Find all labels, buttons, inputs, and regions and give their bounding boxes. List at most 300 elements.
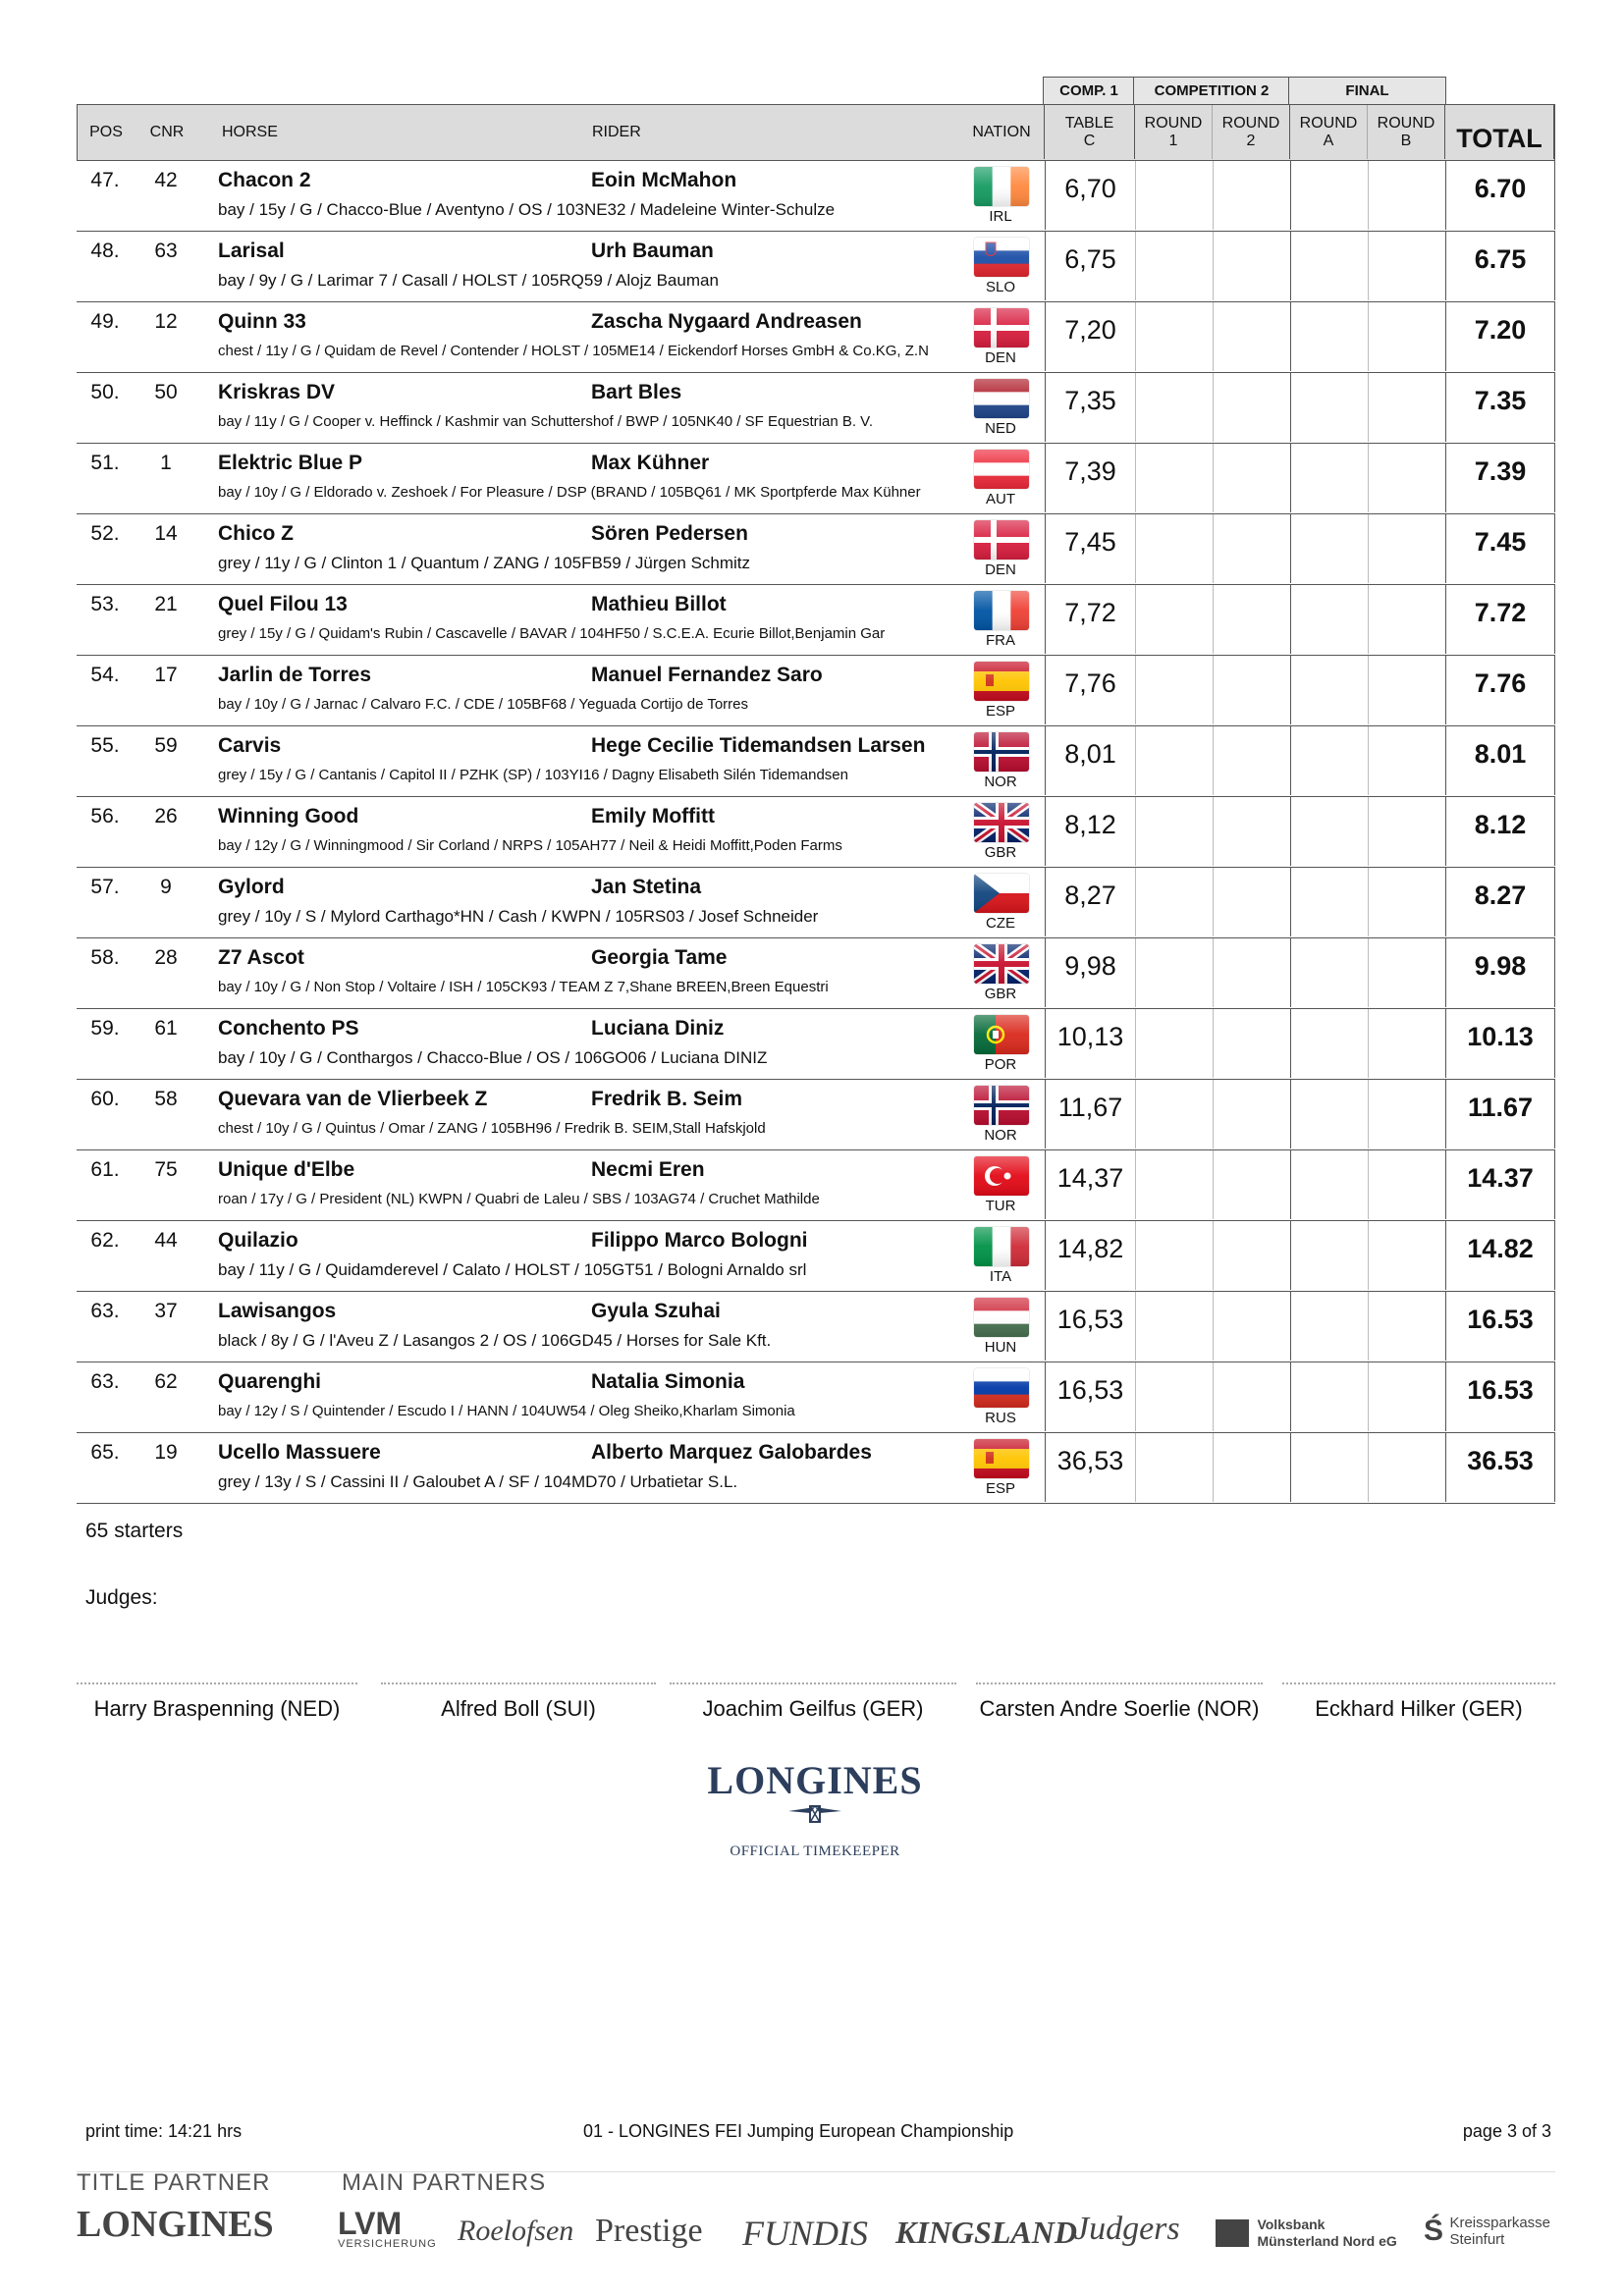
row-round1 bbox=[1135, 585, 1213, 654]
row-nation-code: TUR bbox=[985, 1198, 1016, 1214]
hun-flag-icon bbox=[974, 1298, 1029, 1337]
row-total: 7.76 bbox=[1445, 656, 1555, 724]
row-horse-info: grey / 15y / G / Cantanis / Capitol II / PZHK (SP) / 103YI16 / Dagny Elisabeth Silén Tidemandsen bbox=[218, 767, 848, 783]
row-nation bbox=[956, 1221, 1045, 1290]
row-round-b bbox=[1368, 585, 1445, 654]
row-round2 bbox=[1213, 444, 1290, 512]
lvm-wordmark: LVM bbox=[338, 2206, 403, 2241]
aut-flag-icon bbox=[974, 450, 1029, 489]
row-rider: Fredrik B. Seim bbox=[591, 1088, 743, 1110]
row-rider: Luciana Diniz bbox=[591, 1017, 725, 1040]
rus-flag-icon bbox=[974, 1368, 1029, 1408]
row-pos: 59. bbox=[90, 1017, 120, 1040]
row-nation bbox=[956, 514, 1045, 583]
row-rider: Max Kühner bbox=[591, 452, 710, 474]
sponsor-fundis: FUNDIS bbox=[742, 2214, 868, 2253]
row-round1 bbox=[1135, 232, 1213, 300]
col-round-a-line2: A bbox=[1323, 132, 1334, 149]
row-table-c: 8,01 bbox=[1045, 726, 1135, 795]
row-rider: Jan Stetina bbox=[591, 876, 702, 898]
page-number: page 3 of 3 bbox=[1462, 2121, 1551, 2141]
table-row bbox=[77, 161, 1555, 232]
row-round1 bbox=[1135, 1221, 1213, 1290]
row-round-a bbox=[1290, 1221, 1368, 1290]
row-round2 bbox=[1213, 585, 1290, 654]
table-row bbox=[77, 585, 1555, 656]
col-round-b-line2: B bbox=[1400, 132, 1412, 149]
row-horse-info: grey / 15y / G / Quidam's Rubin / Cascavelle / BAVAR / 104HF50 / S.C.E.A. Ecurie Billot,Benjamin Gar bbox=[218, 625, 886, 642]
row-nation-code: ITA bbox=[989, 1268, 1012, 1285]
row-nation-code: DEN bbox=[985, 561, 1016, 578]
table-row bbox=[77, 1433, 1555, 1504]
row-rider: Zascha Nygaard Andreasen bbox=[591, 310, 862, 333]
group-comp1: COMP. 1 bbox=[1043, 77, 1135, 105]
table-row bbox=[77, 656, 1555, 726]
row-horse-info: bay / 10y / G / Jarnac / Calvaro F.C. / CDE / 105BF68 / Yeguada Cortijo de Torres bbox=[218, 696, 748, 713]
esp-flag-icon bbox=[974, 662, 1029, 701]
col-round2 bbox=[1212, 105, 1289, 159]
row-total: 7.35 bbox=[1445, 373, 1555, 442]
row-nation bbox=[956, 1150, 1045, 1219]
esp-flag-icon bbox=[974, 1439, 1029, 1478]
row-nation-code: ESP bbox=[985, 703, 1015, 720]
row-horse-info: black / 8y / G / l'Aveu Z / Lasangos 2 / OS / 106GD45 / Horses for Sale Kft. bbox=[218, 1331, 772, 1350]
group-competition2: COMPETITION 2 bbox=[1133, 77, 1290, 105]
row-nation bbox=[956, 232, 1045, 300]
por-flag-icon bbox=[974, 1015, 1029, 1054]
row-rider: Filippo Marco Bologni bbox=[591, 1229, 808, 1252]
row-round-b bbox=[1368, 232, 1445, 300]
row-round2 bbox=[1213, 373, 1290, 442]
row-round-b bbox=[1368, 938, 1445, 1007]
gbr-flag-icon bbox=[974, 803, 1029, 842]
row-pos: 62. bbox=[90, 1229, 120, 1252]
row-nation bbox=[956, 797, 1045, 866]
volksbank-line1: Volksbank bbox=[1257, 2216, 1326, 2232]
col-horse: HORSE bbox=[222, 123, 278, 140]
row-round-a bbox=[1290, 161, 1368, 230]
table-row bbox=[77, 232, 1555, 302]
row-nation bbox=[956, 1362, 1045, 1431]
row-round-a bbox=[1290, 302, 1368, 371]
table-row bbox=[77, 1080, 1555, 1150]
row-cnr: 17 bbox=[154, 664, 178, 686]
col-pos: POS bbox=[89, 123, 123, 140]
row-round2 bbox=[1213, 1292, 1290, 1361]
row-total: 7.20 bbox=[1445, 302, 1555, 371]
row-horse-info: bay / 10y / G / Conthargos / Chacco-Blue / OS / 106GO06 / Luciana DINIZ bbox=[218, 1048, 768, 1067]
col-table-c-line2: C bbox=[1083, 132, 1096, 149]
row-cnr: 58 bbox=[154, 1088, 178, 1110]
row-horse: Quilazio bbox=[218, 1229, 298, 1252]
row-horse: Winning Good bbox=[218, 805, 359, 828]
sponsor-longines: LONGINES bbox=[77, 2204, 274, 2245]
row-horse: Unique d'Elbe bbox=[218, 1158, 355, 1181]
row-horse: Gylord bbox=[218, 876, 285, 898]
nor-flag-icon bbox=[974, 732, 1029, 772]
row-table-c: 36,53 bbox=[1045, 1433, 1135, 1502]
row-horse: Carvis bbox=[218, 734, 282, 757]
row-table-c: 8,27 bbox=[1045, 868, 1135, 936]
row-pos: 60. bbox=[90, 1088, 120, 1110]
sponsor-prestige: Prestige bbox=[595, 2213, 703, 2249]
row-round-b bbox=[1368, 302, 1445, 371]
col-total: TOTAL bbox=[1444, 105, 1554, 159]
row-pos: 51. bbox=[90, 452, 120, 474]
row-pos: 63. bbox=[90, 1370, 120, 1393]
row-nation-code: NOR bbox=[984, 1127, 1017, 1144]
row-nation bbox=[956, 373, 1045, 442]
row-rider: Natalia Simonia bbox=[591, 1370, 745, 1393]
row-rider: Necmi Eren bbox=[591, 1158, 705, 1181]
official-timekeeper-label: OFFICIAL TIMEKEEPER bbox=[730, 1843, 900, 1859]
row-nation bbox=[956, 938, 1045, 1007]
row-pos: 65. bbox=[90, 1441, 120, 1464]
row-pos: 52. bbox=[90, 522, 120, 545]
row-table-c: 6,70 bbox=[1045, 161, 1135, 230]
row-horse-info: roan / 17y / G / President (NL) KWPN / Quabri de Laleu / SBS / 103AG74 / Cruchet Mathilde bbox=[218, 1191, 820, 1207]
row-total: 7.45 bbox=[1445, 514, 1555, 583]
tur-flag-icon bbox=[974, 1156, 1029, 1196]
row-round2 bbox=[1213, 1433, 1290, 1502]
main-partners-label: MAIN PARTNERS bbox=[342, 2169, 547, 2196]
row-round-a bbox=[1290, 1292, 1368, 1361]
row-rider: Georgia Tame bbox=[591, 946, 728, 969]
row-round2 bbox=[1213, 514, 1290, 583]
row-pos: 49. bbox=[90, 310, 120, 333]
row-round-a bbox=[1290, 514, 1368, 583]
col-cnr: CNR bbox=[149, 123, 185, 140]
row-horse-info: grey / 11y / G / Clinton 1 / Quantum / ZANG / 105FB59 / Jürgen Schmitz bbox=[218, 554, 751, 572]
row-nation bbox=[956, 161, 1045, 230]
row-total: 7.72 bbox=[1445, 585, 1555, 654]
row-pos: 55. bbox=[90, 734, 120, 757]
row-total: 8.01 bbox=[1445, 726, 1555, 795]
row-round1 bbox=[1135, 656, 1213, 724]
volksbank-logo-icon bbox=[1216, 2219, 1249, 2247]
table-row bbox=[77, 1362, 1555, 1433]
row-round2 bbox=[1213, 1150, 1290, 1219]
den-flag-icon bbox=[974, 520, 1029, 560]
row-round1 bbox=[1135, 797, 1213, 866]
row-nation bbox=[956, 656, 1045, 724]
row-round-b bbox=[1368, 868, 1445, 936]
row-pos: 57. bbox=[90, 876, 120, 898]
row-round1 bbox=[1135, 514, 1213, 583]
partners-divider bbox=[77, 2171, 1555, 2172]
row-round2 bbox=[1213, 868, 1290, 936]
row-horse: Kriskras DV bbox=[218, 381, 336, 403]
row-total: 6.70 bbox=[1445, 161, 1555, 230]
row-cnr: 28 bbox=[154, 946, 178, 969]
sponsor-judgers: Judgers bbox=[1074, 2211, 1180, 2247]
row-cnr: 44 bbox=[154, 1229, 178, 1252]
row-total: 16.53 bbox=[1445, 1362, 1555, 1431]
table-row bbox=[77, 302, 1555, 373]
row-total: 11.67 bbox=[1445, 1080, 1555, 1148]
col-table-c bbox=[1044, 105, 1134, 159]
row-horse: Z7 Ascot bbox=[218, 946, 304, 969]
ksk-line2: Steinfurt bbox=[1449, 2231, 1505, 2248]
row-nation-code: GBR bbox=[984, 986, 1017, 1002]
row-nation-code: AUT bbox=[986, 491, 1015, 507]
judge-1: Harry Braspenning (NED) bbox=[77, 1682, 357, 1722]
row-horse-info: grey / 13y / S / Cassini II / Galoubet A / SF / 104MD70 / Urbatietar S.L. bbox=[218, 1472, 738, 1491]
col-round-b bbox=[1367, 105, 1444, 159]
row-round1 bbox=[1135, 726, 1213, 795]
col-round1 bbox=[1134, 105, 1212, 159]
row-horse: Jarlin de Torres bbox=[218, 664, 372, 686]
row-round2 bbox=[1213, 726, 1290, 795]
row-round1 bbox=[1135, 161, 1213, 230]
row-round-b bbox=[1368, 444, 1445, 512]
row-round1 bbox=[1135, 1292, 1213, 1361]
row-horse-info: bay / 10y / G / Non Stop / Voltaire / ISH / 105CK93 / TEAM Z 7,Shane BREEN,Breen Equestri bbox=[218, 979, 829, 995]
gbr-flag-icon bbox=[974, 944, 1029, 984]
row-nation bbox=[956, 1080, 1045, 1148]
row-round2 bbox=[1213, 161, 1290, 230]
table-row bbox=[77, 1292, 1555, 1362]
judge-4: Carsten Andre Soerlie (NOR) bbox=[976, 1682, 1263, 1722]
row-round-a bbox=[1290, 1009, 1368, 1078]
row-table-c: 7,20 bbox=[1045, 302, 1135, 371]
row-round1 bbox=[1135, 1009, 1213, 1078]
row-nation-code: NED bbox=[985, 420, 1016, 437]
row-horse-info: bay / 10y / G / Eldorado v. Zeshoek / For Pleasure / DSP (BRAND / 105BQ61 / MK Sportpferde Max Kühner bbox=[218, 484, 921, 501]
row-rider: Manuel Fernandez Saro bbox=[591, 664, 823, 686]
row-total: 8.27 bbox=[1445, 868, 1555, 936]
row-round-a bbox=[1290, 938, 1368, 1007]
row-round-a bbox=[1290, 868, 1368, 936]
row-round-b bbox=[1368, 373, 1445, 442]
row-nation bbox=[956, 1009, 1045, 1078]
row-horse-info: chest / 11y / G / Quidam de Revel / Contender / HOLST / 105ME14 / Eickendorf Horses GmbH & Co.KG, Z.N bbox=[218, 343, 929, 359]
row-cnr: 1 bbox=[160, 452, 172, 474]
ned-flag-icon bbox=[974, 379, 1029, 418]
row-table-c: 10,13 bbox=[1045, 1009, 1135, 1078]
row-round2 bbox=[1213, 1362, 1290, 1431]
row-pos: 54. bbox=[90, 664, 120, 686]
row-pos: 61. bbox=[90, 1158, 120, 1181]
row-pos: 48. bbox=[90, 240, 120, 262]
row-table-c: 8,12 bbox=[1045, 797, 1135, 866]
row-horse: Larisal bbox=[218, 240, 285, 262]
row-round-b bbox=[1368, 161, 1445, 230]
row-nation bbox=[956, 1292, 1045, 1361]
row-round2 bbox=[1213, 1009, 1290, 1078]
row-horse: Quinn 33 bbox=[218, 310, 306, 333]
title-partner-label: TITLE PARTNER bbox=[77, 2169, 271, 2196]
slo-flag-icon bbox=[974, 238, 1029, 277]
row-cnr: 37 bbox=[154, 1300, 178, 1322]
col-round-b-line1: ROUND bbox=[1377, 114, 1435, 132]
row-total: 9.98 bbox=[1445, 938, 1555, 1007]
row-round-a bbox=[1290, 232, 1368, 300]
row-total: 14.37 bbox=[1445, 1150, 1555, 1219]
row-round-b bbox=[1368, 797, 1445, 866]
row-cnr: 50 bbox=[154, 381, 178, 403]
table-row bbox=[77, 373, 1555, 444]
result-rows bbox=[77, 161, 1555, 1504]
row-round-a bbox=[1290, 797, 1368, 866]
row-round-b bbox=[1368, 726, 1445, 795]
print-time: print time: 14:21 hrs bbox=[85, 2121, 243, 2141]
row-pos: 50. bbox=[90, 381, 120, 403]
row-round1 bbox=[1135, 1433, 1213, 1502]
row-total: 10.13 bbox=[1445, 1009, 1555, 1078]
den-flag-icon bbox=[974, 308, 1029, 347]
row-cnr: 14 bbox=[154, 522, 178, 545]
judge-5: Eckhard Hilker (GER) bbox=[1282, 1682, 1555, 1722]
row-nation-code: RUS bbox=[985, 1410, 1016, 1426]
row-nation bbox=[956, 868, 1045, 936]
event-name: 01 - LONGINES FEI Jumping European Championship bbox=[583, 2121, 1014, 2141]
cze-flag-icon bbox=[974, 874, 1029, 913]
row-horse: Elektric Blue P bbox=[218, 452, 363, 474]
sponsor-lvm bbox=[338, 2206, 437, 2250]
row-round-b bbox=[1368, 1292, 1445, 1361]
row-pos: 47. bbox=[90, 169, 120, 191]
col-round2-line2: 2 bbox=[1246, 132, 1256, 149]
fra-flag-icon bbox=[974, 591, 1029, 630]
sponsor-roelofsen: Roelofsen bbox=[458, 2215, 574, 2247]
table-row bbox=[77, 726, 1555, 797]
row-table-c: 16,53 bbox=[1045, 1362, 1135, 1431]
row-round-a bbox=[1290, 373, 1368, 442]
row-round-b bbox=[1368, 514, 1445, 583]
timekeeper-logo bbox=[687, 1757, 943, 1860]
row-rider: Alberto Marquez Galobardes bbox=[591, 1441, 872, 1464]
nor-flag-icon bbox=[974, 1086, 1029, 1125]
row-round-a bbox=[1290, 1150, 1368, 1219]
row-horse-info: bay / 9y / G / Larimar 7 / Casall / HOLST / 105RQ59 / Alojz Bauman bbox=[218, 271, 719, 290]
row-nation-code: DEN bbox=[985, 349, 1016, 366]
row-nation-code: FRA bbox=[986, 632, 1015, 649]
row-cnr: 63 bbox=[154, 240, 178, 262]
row-rider: Eoin McMahon bbox=[591, 169, 737, 191]
table-row bbox=[77, 797, 1555, 868]
row-pos: 56. bbox=[90, 805, 120, 828]
table-row bbox=[77, 938, 1555, 1009]
ita-flag-icon bbox=[974, 1227, 1029, 1266]
row-round2 bbox=[1213, 1080, 1290, 1148]
row-rider: Urh Bauman bbox=[591, 240, 714, 262]
row-round1 bbox=[1135, 868, 1213, 936]
row-table-c: 7,76 bbox=[1045, 656, 1135, 724]
irl-flag-icon bbox=[974, 167, 1029, 206]
table-row bbox=[77, 444, 1555, 514]
row-round2 bbox=[1213, 302, 1290, 371]
col-nation: NATION bbox=[972, 123, 1031, 140]
row-pos: 53. bbox=[90, 593, 120, 615]
lvm-sub: VERSICHERUNG bbox=[338, 2238, 437, 2250]
group-final: FINAL bbox=[1288, 77, 1446, 105]
row-nation-code: CZE bbox=[986, 915, 1015, 932]
row-table-c: 6,75 bbox=[1045, 232, 1135, 300]
row-total: 14.82 bbox=[1445, 1221, 1555, 1290]
row-horse-info: bay / 11y / G / Cooper v. Heffinck / Kashmir van Schuttershof / BWP / 105NK40 / SF Equestrian B. V. bbox=[218, 413, 873, 430]
col-round1-line2: 1 bbox=[1168, 132, 1178, 149]
row-table-c: 7,72 bbox=[1045, 585, 1135, 654]
row-total: 6.75 bbox=[1445, 232, 1555, 300]
row-round-a bbox=[1290, 1362, 1368, 1431]
row-horse: Quevara van de Vlierbeek Z bbox=[218, 1088, 488, 1110]
row-cnr: 21 bbox=[154, 593, 178, 615]
row-total: 7.39 bbox=[1445, 444, 1555, 512]
row-nation-code: HUN bbox=[984, 1339, 1017, 1356]
row-nation-code: GBR bbox=[984, 844, 1017, 861]
row-round-a bbox=[1290, 585, 1368, 654]
row-round1 bbox=[1135, 1080, 1213, 1148]
volksbank-line2: Münsterland Nord eG bbox=[1257, 2233, 1397, 2249]
table-row bbox=[77, 868, 1555, 938]
row-horse-info: chest / 10y / G / Quintus / Omar / ZANG / 105BH96 / Fredrik B. SEIM,Stall Hafskjold bbox=[218, 1120, 766, 1137]
row-horse-info: bay / 12y / G / Winningmood / Sir Corland / NRPS / 105AH77 / Neil & Heidi Moffitt,Poden Farms bbox=[218, 837, 842, 854]
row-horse: Ucello Massuere bbox=[218, 1441, 381, 1464]
row-round-b bbox=[1368, 1362, 1445, 1431]
table-row bbox=[77, 1221, 1555, 1292]
row-pos: 63. bbox=[90, 1300, 120, 1322]
row-cnr: 75 bbox=[154, 1158, 178, 1181]
row-horse-info: grey / 10y / S / Mylord Carthago*HN / Cash / KWPN / 105RS03 / Josef Schneider bbox=[218, 907, 819, 926]
row-cnr: 59 bbox=[154, 734, 178, 757]
row-round1 bbox=[1135, 444, 1213, 512]
row-round1 bbox=[1135, 1150, 1213, 1219]
row-nation bbox=[956, 726, 1045, 795]
judge-2: Alfred Boll (SUI) bbox=[381, 1682, 656, 1722]
row-nation bbox=[956, 585, 1045, 654]
row-round-a bbox=[1290, 726, 1368, 795]
judge-3: Joachim Geilfus (GER) bbox=[670, 1682, 956, 1722]
row-horse: Quarenghi bbox=[218, 1370, 322, 1393]
row-round-a bbox=[1290, 1080, 1368, 1148]
longines-wordmark: LONGINES bbox=[707, 1758, 923, 1802]
row-nation bbox=[956, 1433, 1045, 1502]
row-total: 36.53 bbox=[1445, 1433, 1555, 1502]
row-rider: Sören Pedersen bbox=[591, 522, 748, 545]
col-table-c-line1: TABLE bbox=[1064, 114, 1114, 132]
table-row bbox=[77, 1150, 1555, 1221]
col-round-a-line1: ROUND bbox=[1299, 114, 1358, 132]
row-round-a bbox=[1290, 444, 1368, 512]
row-table-c: 14,82 bbox=[1045, 1221, 1135, 1290]
table-row bbox=[77, 1009, 1555, 1080]
sponsor-kingsland: KINGSLAND bbox=[895, 2215, 1077, 2250]
row-table-c: 16,53 bbox=[1045, 1292, 1135, 1361]
row-round1 bbox=[1135, 302, 1213, 371]
row-nation bbox=[956, 444, 1045, 512]
row-horse-info: bay / 12y / S / Quintender / Escudo I / HANN / 104UW54 / Oleg Sheiko,Kharlam Simonia bbox=[218, 1403, 795, 1419]
row-pos: 58. bbox=[90, 946, 120, 969]
row-rider: Emily Moffitt bbox=[591, 805, 715, 828]
row-table-c: 7,39 bbox=[1045, 444, 1135, 512]
row-total: 16.53 bbox=[1445, 1292, 1555, 1361]
row-round-b bbox=[1368, 1080, 1445, 1148]
col-rider: RIDER bbox=[592, 123, 641, 140]
row-round-a bbox=[1290, 1433, 1368, 1502]
sponsor-volksbank bbox=[1216, 2216, 1397, 2250]
col-round1-line1: ROUND bbox=[1144, 114, 1203, 132]
row-round-b bbox=[1368, 656, 1445, 724]
row-rider: Mathieu Billot bbox=[591, 593, 727, 615]
row-nation-code: IRL bbox=[989, 208, 1012, 225]
row-cnr: 61 bbox=[154, 1017, 178, 1040]
row-nation-code: SLO bbox=[985, 279, 1015, 295]
row-horse: Quel Filou 13 bbox=[218, 593, 348, 615]
starters-count: 65 starters bbox=[85, 1520, 184, 1542]
row-table-c: 14,37 bbox=[1045, 1150, 1135, 1219]
row-cnr: 62 bbox=[154, 1370, 178, 1393]
